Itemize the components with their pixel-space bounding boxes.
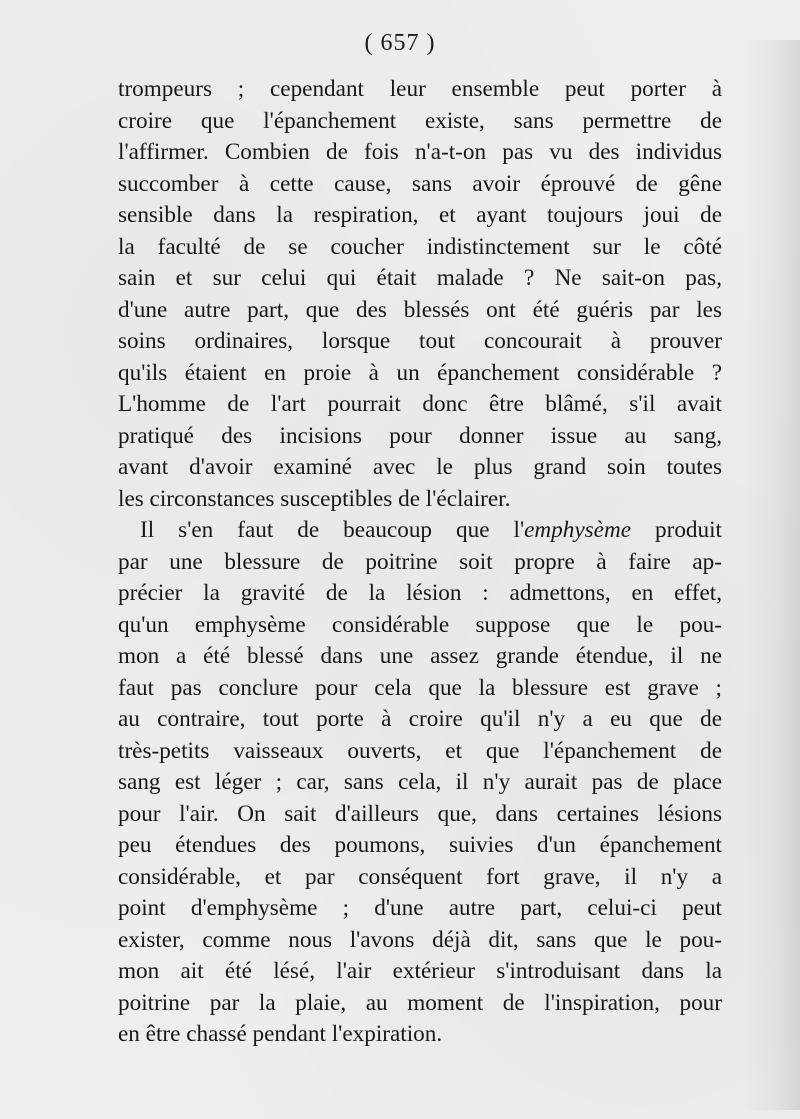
- text-run: Il s'en faut de beaucoup que l': [140, 517, 525, 543]
- text-line: mon a été blessé dans une assez grande étendue, il ne: [118, 643, 722, 669]
- text-line: point d'emphysème ; d'une autre part, celui-ci peut: [118, 895, 722, 921]
- text-line: mon ait été lésé, l'air extérieur s'introduisant dans la: [118, 958, 722, 984]
- text-line: L'homme de l'art pourrait donc être blâmé, s'il avait: [118, 391, 722, 417]
- text-line: sensible dans la respiration, et ayant toujours joui de: [118, 202, 722, 228]
- italic-term: emphysème: [524, 517, 632, 543]
- text-line: précier la gravité de la lésion : admettons, en effet,: [118, 580, 722, 606]
- paragraph-first-line: [118, 515, 722, 547]
- text-line: trompeurs ; cependant leur ensemble peut porter à: [118, 76, 722, 102]
- text-line: soins ordinaires, lorsque tout concourait à prouver: [118, 328, 722, 354]
- text-line: les circonstances susceptibles de l'éclairer.: [118, 485, 511, 512]
- text-run: produit: [631, 517, 722, 543]
- text-line: qu'ils étaient en proie à un épanchement considérable ?: [118, 359, 722, 386]
- text-line: d'une autre part, que des blessés ont été guéris par les: [118, 296, 722, 323]
- text-line: l'affirmer. Combien de fois n'a-t-on pas vu des individus: [118, 139, 722, 165]
- text-line: peu étendues des poumons, suivies d'un épanchement: [118, 832, 722, 858]
- text-line: sang est léger ; car, sans cela, il n'y aurait pas de place: [118, 769, 722, 795]
- text-line: avant d'avoir examiné avec le plus grand soin toutes: [118, 454, 722, 480]
- text-line: pour l'air. On sait d'ailleurs que, dans certaines lésions: [118, 800, 722, 827]
- text-line: sain et sur celui qui était malade ? Ne sait-on pas,: [118, 265, 722, 291]
- text-line: faut pas conclure pour cela que la blessure est grave ;: [118, 674, 722, 701]
- text-line: exister, comme nous l'avons déjà dit, sans que le pou-: [118, 926, 722, 953]
- text-line: au contraire, tout porte à croire qu'il n'y a eu que de: [118, 706, 722, 732]
- body-text: [118, 74, 722, 1051]
- text-line: par une blessure de poitrine soit propre à faire ap-: [118, 548, 722, 575]
- text-line: très-petits vaisseaux ouverts, et que l'épanchement de: [118, 737, 722, 764]
- text-line: pratiqué des incisions pour donner issue au sang,: [118, 422, 722, 449]
- text-line: croire que l'épanchement existe, sans permettre de: [118, 107, 722, 134]
- text-line: considérable, et par conséquent fort grave, il n'y a: [118, 863, 722, 890]
- text-line: succomber à cette cause, sans avoir éprouvé de gêne: [118, 170, 722, 197]
- text-line: en être chassé pendant l'expiration.: [118, 1021, 443, 1047]
- text-line: la faculté de se coucher indistinctement sur le côté: [118, 233, 722, 260]
- text-line: poitrine par la plaie, au moment de l'inspiration, pour: [118, 989, 722, 1016]
- page-number: ( 657 ): [364, 30, 436, 56]
- text-line: qu'un emphysème considérable suppose que le pou-: [118, 611, 722, 638]
- page-edge-shadow: [742, 40, 800, 1110]
